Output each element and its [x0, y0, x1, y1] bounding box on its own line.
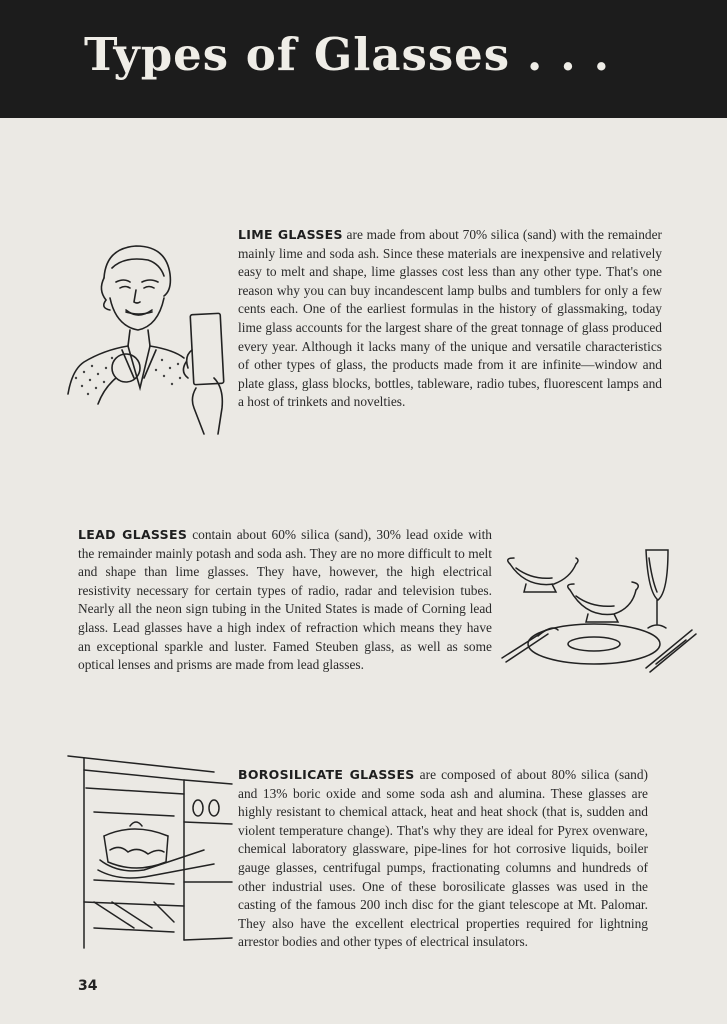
- woman-holding-tumbler-illustration: [64, 238, 228, 438]
- page-number: 34: [78, 978, 98, 994]
- lead-glasses-text: contain about 60% silica (sand), 30% lead oxide with the remainder mainly potash and soda ash. They are no more difficult to melt and shape than lime glasses. They have, however, the high electrical resistivity necessary for certain types of radio, radar and television tubes. Nearly all the neon sign tubing in the United States is made of Corning lead glass. Lead glasses have a high index of refraction which means they have an exceptional sparkle and luster. Famed Steuben glass, as well as some optical lenses and prisms are made from lead glasses.: [78, 527, 493, 673]
- lime-glasses-paragraph: [238, 226, 662, 412]
- lime-glasses-heading: LIME GLASSES: [238, 227, 343, 242]
- borosilicate-glasses-paragraph: [238, 766, 648, 952]
- page-title: Types of Glasses . . .: [84, 28, 611, 81]
- oven-with-pyrex-dish-illustration: [64, 752, 234, 952]
- lime-glasses-text: are made from about 70% silica (sand) with the remainder mainly lime and soda ash. Since these materials are inexpensive and relatively easy to melt and shape, lime glasses cost less than any other type. That's one reason why you can buy incandescent lamp bulbs and tumblers for only a few cents each. One of the earliest formulas in the history of glassmaking, today lime glass accounts for the largest share of the great tonnage of glass produced every year. Although it lacks many of the unique and versatile characteristics of other types of glass, the products made from it are infinite—window and plate glass, glass blocks, bottles, tableware, radio tubes, fluorescent lamps and a host of trinkets and novelties.: [238, 227, 662, 410]
- tableware-illustration: [496, 540, 706, 680]
- lead-glasses-heading: LEAD GLASSES: [78, 527, 188, 542]
- borosilicate-glasses-text: are composed of about 80% silica (sand) and 13% boric oxide and some soda ash and alumina. These glasses are highly resistant to chemical attack, heat and heat shock (that is, sudden and violent temperature change). That's why they are ideal for Pyrex ovenware, chemical laboratory glassware, pipe-lines for hot corrosive liquids, boiler gauge glasses, centrifugal pumps, fractionating columns and hundreds of other industrial uses. One of these borosilicate glasses was used in the casting of the famous 200 inch disc for the giant telescope at Mt. Palomar. They also have the excellent electrical properties required for lightning arrestor bodies and other types of electrical insulators.: [238, 767, 648, 950]
- borosilicate-glasses-heading: BOROSILICATE GLASSES: [238, 767, 415, 782]
- lead-glasses-paragraph: [78, 526, 492, 675]
